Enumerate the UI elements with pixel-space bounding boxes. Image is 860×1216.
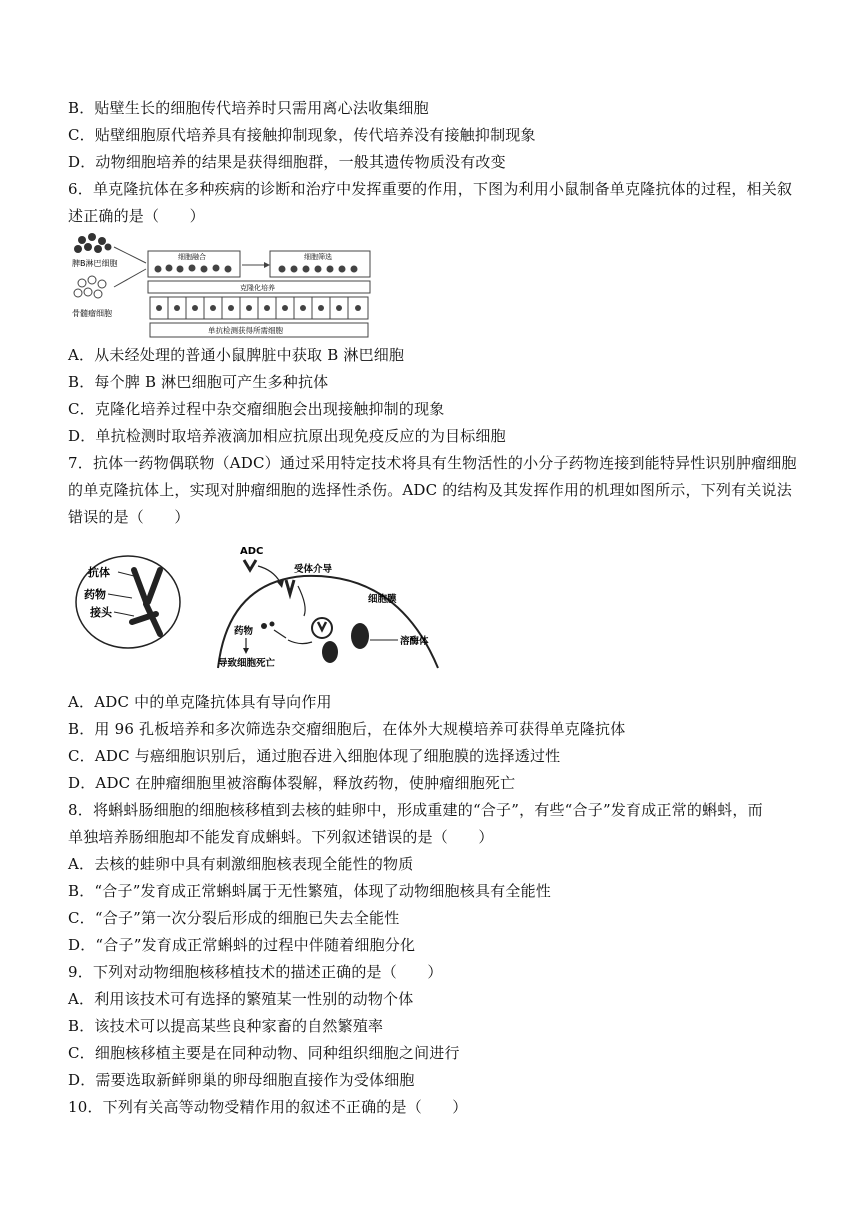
label-adc: ADC <box>240 546 264 557</box>
question-9: 9．下列对动物细胞核移植技术的描述正确的是（ ） <box>68 963 443 981</box>
question-7-line-1: 7．抗体一药物偶联物（ADC）通过采用特定技术将具有生物活性的小分子药物连接到能特异性识别肿瘤细胞 <box>68 454 797 472</box>
question-8-line-2: 单独培养肠细胞却不能发育成蝌蚪。下列叙述错误的是（ ） <box>68 828 494 846</box>
option-9c: C．细胞核移植主要是在同种动物、同种组织细胞之间进行 <box>68 1044 460 1062</box>
option-9b: B．该技术可以提高某些良种家畜的自然繁殖率 <box>68 1017 384 1035</box>
b-cell-cluster <box>74 233 112 253</box>
option-7b: B．用 96 孔板培养和多次筛选杂交瘤细胞后，在体外大规模培养可获得单克隆抗体 <box>68 720 626 738</box>
lysosome-fusion <box>322 641 338 663</box>
option-8c: C．“合子”第一次分裂后形成的细胞已失去全能性 <box>68 909 400 927</box>
option-6b: B．每个脾 B 淋巴细胞可产生多种抗体 <box>68 373 329 391</box>
option-6d: D．单抗检测时取培养液滴加相应抗原出现免疫反应的为目标细胞 <box>68 427 506 445</box>
antibody-shape <box>132 570 160 634</box>
label-clone: 克隆化培养 <box>240 284 275 292</box>
option-7c: C．ADC 与癌细胞识别后，通过胞吞进入细胞体现了细胞膜的选择透过性 <box>68 747 561 765</box>
label-lysosome: 溶酶体 <box>400 636 429 647</box>
option-8b: B．“合子”发育成正常蝌蚪属于无性繁殖，体现了动物细胞核具有全能性 <box>68 882 551 900</box>
label-detect: 单抗检测获得所需细胞 <box>208 326 283 335</box>
label-drug-inner: 药物 <box>234 626 254 637</box>
label-fusion: 细胞融合 <box>178 253 206 261</box>
adc-icon <box>244 560 256 570</box>
monoclonal-antibody-figure <box>68 229 378 341</box>
label-death: 导致细胞死亡 <box>218 658 276 669</box>
option-5c: C．贴壁细胞原代培养具有接触抑制现象，传代培养没有接触抑制现象 <box>68 126 536 144</box>
adc-mechanism-figure <box>68 542 468 670</box>
label-screen: 细胞筛选 <box>304 253 332 261</box>
option-9d: D．需要选取新鲜卵巢的卵母细胞直接作为受体细胞 <box>68 1071 415 1089</box>
question-10: 10．下列有关高等动物受精作用的叙述不正确的是（ ） <box>68 1098 468 1116</box>
option-8a: A．去核的蛙卵中具有刺激细胞核表现全能性的物质 <box>68 855 414 873</box>
question-7-line-3: 错误的是（ ） <box>68 508 190 526</box>
question-6-line-1: 6．单克隆抗体在多种疾病的诊断和治疗中发挥重要的作用，下图为利用小鼠制备单克隆抗体的过程，相关叙 <box>68 180 793 198</box>
label-myeloma: 骨髓瘤细胞 <box>72 309 112 318</box>
option-7a: A．ADC 中的单克隆抗体具有导向作用 <box>68 693 332 711</box>
label-antibody: 抗体 <box>88 566 110 579</box>
question-7-line-2: 的单克隆抗体上，实现对肿瘤细胞的选择性杀伤。ADC 的结构及其发挥作用的机理如图所示，下列有关说法 <box>68 481 792 499</box>
option-6a: A．从未经处理的普通小鼠脾脏中获取 B 淋巴细胞 <box>68 346 405 364</box>
label-membrane: 细胞膜 <box>368 594 397 605</box>
label-receptor: 受体介导 <box>294 564 333 575</box>
option-9a: A．利用该技术可有选择的繁殖某一性别的动物个体 <box>68 990 414 1008</box>
option-5d: D．动物细胞培养的结果是获得细胞群，一般其遗传物质没有改变 <box>68 153 506 171</box>
question-8-line-1: 8．将蝌蚪肠细胞的细胞核移植到去核的蛙卵中，形成重建的“合子”，有些“合子”发育成正常的蝌蚪，而 <box>68 801 763 819</box>
option-7d: D．ADC 在肿瘤细胞里被溶酶体裂解，释放药物，使肿瘤细胞死亡 <box>68 774 516 792</box>
myeloma-cluster <box>74 276 106 298</box>
question-6-line-2: 述正确的是（ ） <box>68 207 205 225</box>
label-linker: 接头 <box>90 606 112 619</box>
label-drug: 药物 <box>84 588 106 601</box>
lysosome <box>351 623 369 649</box>
label-b-cell: 脾B淋巴细胞 <box>72 259 118 268</box>
option-5b: B．贴壁生长的细胞传代培养时只需用离心法收集细胞 <box>68 99 429 117</box>
option-6c: C．克隆化培养过程中杂交瘤细胞会出现接触抑制的现象 <box>68 400 445 418</box>
option-8d: D．“合子”发育成正常蝌蚪的过程中伴随着细胞分化 <box>68 936 416 954</box>
